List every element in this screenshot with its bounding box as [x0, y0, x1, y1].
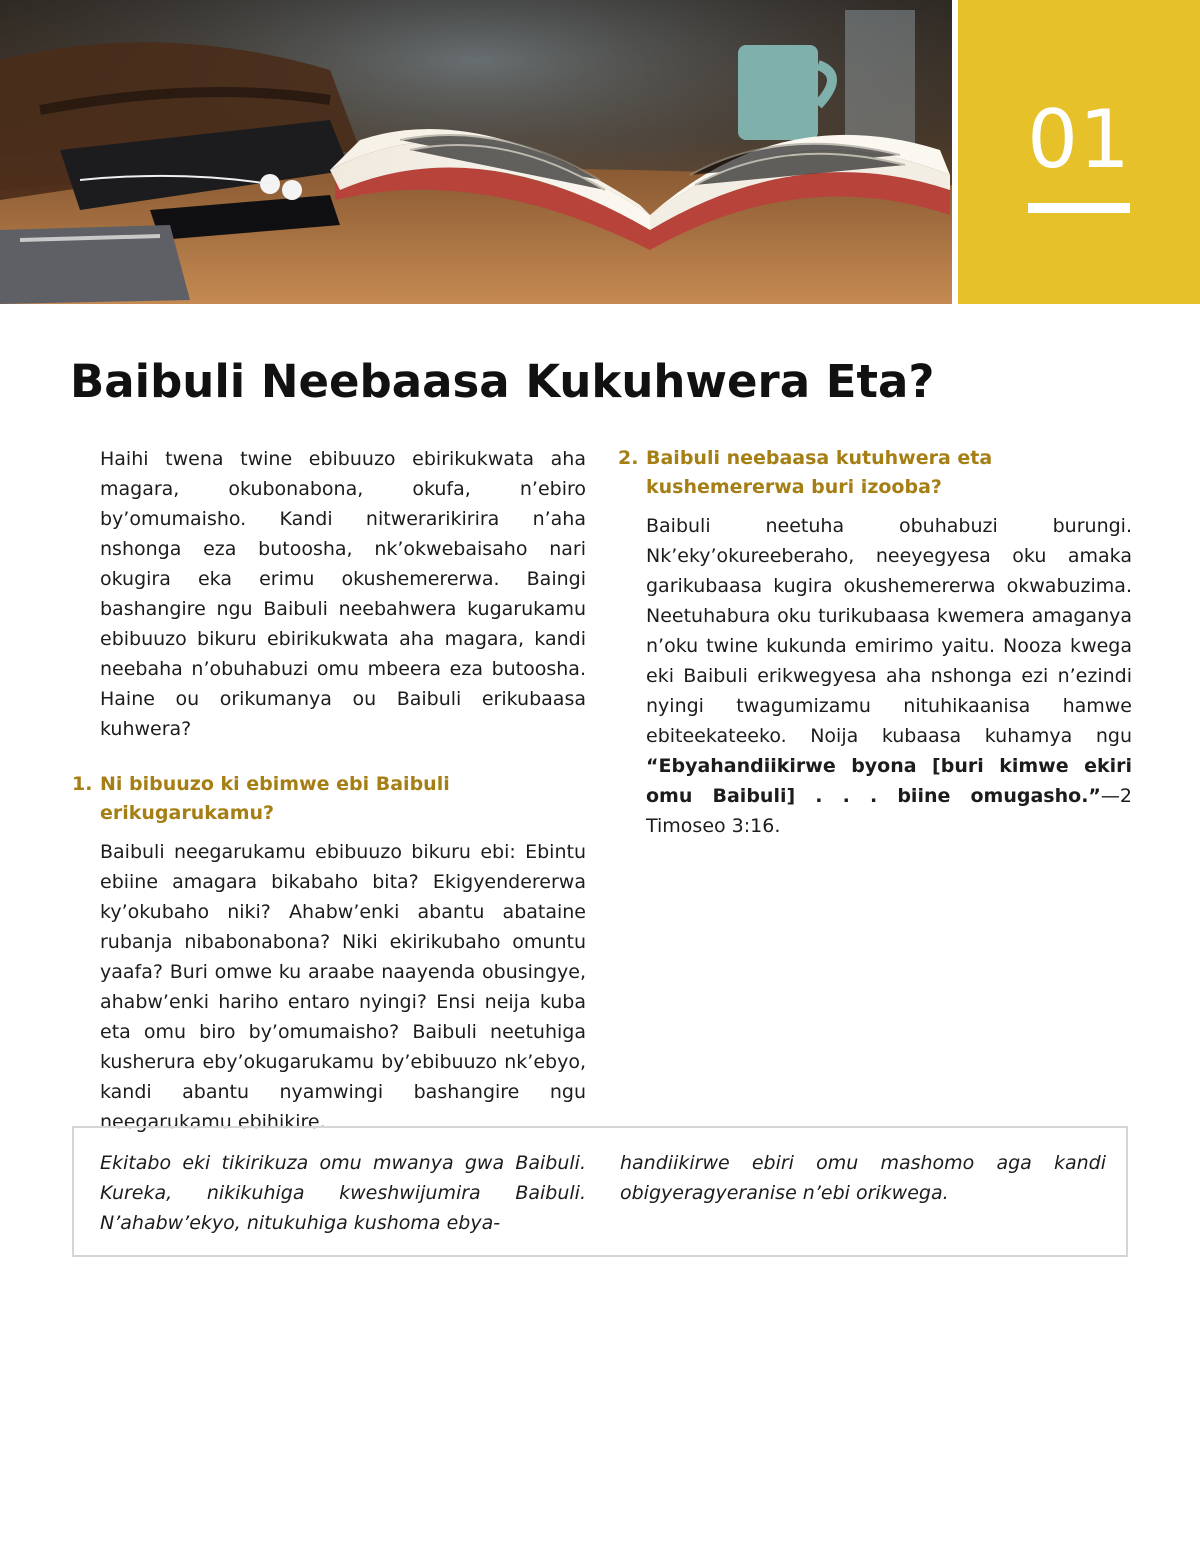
- right-column: [618, 444, 1132, 841]
- note-box: [72, 1126, 1128, 1257]
- note-text-left: Ekitabo eki tikirikuza omu mwanya gwa Baibuli. Kureka, nikikuhiga kweshwijumira Baibuli. N’ahabw’ekyo, nitukuhiga kushoma ebya-: [100, 1152, 586, 1234]
- question-text-2: Baibuli neebaasa kutuhwera eta kushemererwa buri izooba?: [646, 447, 993, 498]
- scripture-citation: —2 Timoseo 3:16.: [646, 785, 1132, 837]
- intro-paragraph: Haihi twena twine ebibuuzo ebirikukwata aha magara, okubonabona, okufa, n’ebiro by’omumaisho. Kandi nitwerarikirira n’aha nshonga eza butoosha, nk’okwebaisaho nari okugira eka erimu okushemererwa. Baingi bashangire ngu Baibuli neebahwera kugarukamu ebibuuzo bikuru ebirikukwata aha magara, kandi neebaha n’obuhabuzi omu mbeera eza butoosha. Haine ou orikumanya ou Baibuli erikubaasa kuhwera?: [100, 448, 586, 740]
- question-heading-2: [618, 444, 1132, 502]
- lesson-number-box: [958, 0, 1200, 304]
- question-text-1: Ni bibuuzo ki ebimwe ebi Baibuli erikugarukamu?: [100, 773, 450, 824]
- question-number-2: 2.: [618, 447, 639, 469]
- question-number-1: 1.: [72, 773, 93, 795]
- answer-paragraph-2: [646, 511, 1132, 841]
- answer-paragraph-1: Baibuli neegarukamu ebibuuzo bikuru ebi: Ebintu ebiine amagara bikabaho bita? Ekigyendererwa ky’okubaho niki? Ahabw’enki abantu abataine rubanja nibabonabona? Niki ekirikubaho omuntu yaafa? Buri omwe ku araabe naayenda obusingye, ahabw’enki hariho entaro nyingi? Ensi neija kuba eta omu biro by’omumaisho? Baibuli neetuhiga kusherura eby’okugarukamu by’ebibuuzo nk’ebyo, kandi abantu nyamwingi bashangire ngu neegarukamu ebihikire.: [100, 841, 586, 1133]
- note-text-right: handiikirwe ebiri omu mashomo aga kandi obigyeragyeranise n’ebi orikwega.: [620, 1152, 1106, 1204]
- page-title: Baibuli Neebaasa Kukuhwera Eta?: [70, 355, 935, 408]
- hero-illustration: [0, 0, 952, 304]
- lesson-number: 01: [1027, 93, 1131, 186]
- question-heading-1: [72, 770, 586, 828]
- hero-image: [0, 0, 952, 304]
- scripture-quote: “Ebyahandiikirwe byona [buri kimwe ekiri omu Baibuli] . . . biine omugasho.”: [646, 755, 1132, 807]
- answer-text-2: Baibuli neetuha obuhabuzi burungi. Nk’eky’okureeberaho, neeyegyesa oku amaka garikubaasa kugira okushemererwa okwabuzima. Neetuhabura oku turikubaasa kwemera amaganya n’oku twine kukunda emirimo yaitu. Nooza kwega eki Baibuli erikwegyesa aha nshonga ezi n’ezindi nyingi twagumizamu nituhikaanisa hamwe ebiteekateeko. Noija kubaasa kuhamya ngu: [646, 515, 1132, 747]
- left-column: [72, 444, 586, 1137]
- lesson-underline: [1028, 203, 1130, 213]
